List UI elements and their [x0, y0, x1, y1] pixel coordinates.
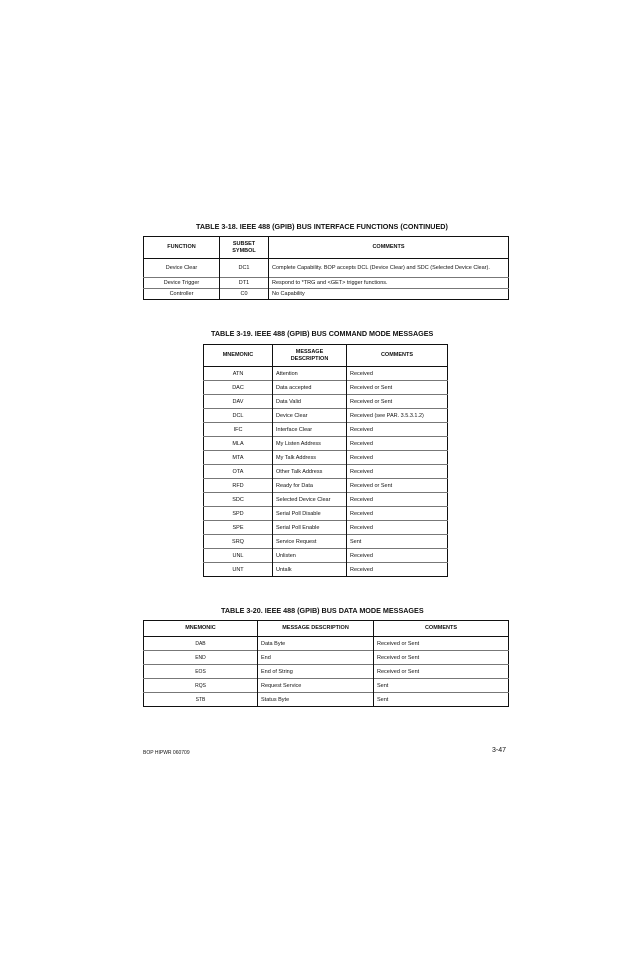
table-row	[204, 493, 448, 507]
table19-description-cell: Device Clear	[273, 409, 347, 423]
table-row	[144, 259, 509, 278]
table20-mnemonic-cell: END	[144, 651, 258, 665]
table18-function-cell: Device Clear	[165, 265, 198, 271]
table19-comments-cell: Received (see PAR. 3.5.3.1.2)	[347, 409, 448, 423]
table20-description-cell: Status Byte	[258, 693, 374, 707]
table19-mnemonic-cell: DAV	[204, 395, 273, 409]
table19-description-cell: Unlisten	[273, 549, 347, 563]
table-row	[204, 563, 448, 577]
table18-header-subset: SUBSET	[232, 240, 256, 247]
table20	[143, 620, 509, 707]
table18	[143, 236, 509, 300]
table19	[203, 344, 448, 577]
table19-mnemonic-cell: OTA	[204, 465, 273, 479]
table20-header-comments: COMMENTS	[374, 621, 509, 637]
table20-header-description: MESSAGE DESCRIPTION	[258, 621, 374, 637]
table20-mnemonic-cell: RQS	[144, 679, 258, 693]
table-row	[204, 479, 448, 493]
table19-mnemonic-cell: SPE	[204, 521, 273, 535]
table19-mnemonic-cell: MTA	[204, 451, 273, 465]
table18-symbol-cell: DC1	[220, 259, 269, 278]
table19-header-comments: COMMENTS	[347, 345, 448, 367]
table19-description-cell: Service Request	[273, 535, 347, 549]
table20-description-cell: End	[258, 651, 374, 665]
table19-comments-cell: Received or Sent	[347, 395, 448, 409]
table-row	[144, 637, 509, 651]
table-row	[204, 535, 448, 549]
table-row	[204, 465, 448, 479]
table19-comments-cell: Received or Sent	[347, 479, 448, 493]
table-row	[204, 409, 448, 423]
table-row	[204, 437, 448, 451]
table19-description-cell: My Talk Address	[273, 451, 347, 465]
table19-description-cell: Ready for Data	[273, 479, 347, 493]
table19-comments-cell: Received	[347, 367, 448, 381]
table20-comments-cell: Received or Sent	[374, 651, 509, 665]
table19-description-cell: Other Talk Address	[273, 465, 347, 479]
table-row	[144, 665, 509, 679]
table19-mnemonic-cell: SRQ	[204, 535, 273, 549]
table-row	[144, 679, 509, 693]
table19-description-cell: Untalk	[273, 563, 347, 577]
table19-mnemonic-cell: SDC	[204, 493, 273, 507]
table19-mnemonic-cell: DCL	[204, 409, 273, 423]
table18-function-cell: Device Trigger	[144, 278, 220, 289]
table19-comments-cell: Received	[347, 423, 448, 437]
table18-header-comments: COMMENTS	[269, 237, 509, 259]
table19-comments-cell: Received	[347, 451, 448, 465]
table19-header-description-word: DESCRIPTION	[290, 355, 329, 362]
table-row	[204, 521, 448, 535]
table20-comments-cell: Received or Sent	[374, 637, 509, 651]
table18-symbol-cell: C0	[220, 289, 269, 300]
table19-comments-cell: Received	[347, 437, 448, 451]
table20-mnemonic-cell: DAB	[195, 640, 206, 647]
table20-mnemonic-cell: STB	[144, 693, 258, 707]
table20-description-cell: End of String	[258, 665, 374, 679]
table19-description-cell: Selected Device Clear	[273, 493, 347, 507]
table19-comments-cell: Received	[347, 521, 448, 535]
table-row	[204, 367, 448, 381]
table-row	[204, 549, 448, 563]
table19-caption: TABLE 3-19. IEEE 488 (GPIB) BUS COMMAND MODE MESSAGES	[211, 329, 434, 338]
table19-mnemonic-cell: UNL	[204, 549, 273, 563]
table-row	[144, 651, 509, 665]
table-row	[144, 289, 509, 300]
table-row	[204, 395, 448, 409]
table18-comments-cell: Respond to *TRG and <GET> trigger functions.	[269, 278, 509, 289]
table20-description-cell: Data Byte	[258, 637, 374, 651]
table19-header-description	[273, 345, 347, 367]
table20-comments-cell: Sent	[374, 693, 509, 707]
table-row	[144, 693, 509, 707]
table19-mnemonic-cell: ATN	[232, 370, 244, 377]
table19-comments-cell: Received or Sent	[347, 381, 448, 395]
table-row	[204, 507, 448, 521]
table18-function-cell: Controller	[144, 289, 220, 300]
table18-symbol-cell: DT1	[220, 278, 269, 289]
table19-description-cell: Attention	[273, 367, 347, 381]
table20-header-mnemonic: MNEMONIC	[144, 621, 258, 637]
table19-header-message: MESSAGE	[295, 348, 324, 355]
table19-description-cell: Serial Poll Disable	[273, 507, 347, 521]
table19-description-cell: My Listen Address	[273, 437, 347, 451]
table20-mnemonic-cell: EOS	[144, 665, 258, 679]
page-number: 3-47	[492, 747, 507, 754]
table19-mnemonic-cell: DAC	[204, 381, 273, 395]
footer-doc-id: BOP HIPWR 060709	[143, 750, 190, 756]
table-row	[204, 381, 448, 395]
table19-comments-cell: Received	[347, 507, 448, 521]
table18-comments-cell: Complete Capability. BOP accepts DCL (Device Clear) and SDC (Selected Device Clear).	[269, 259, 509, 278]
table19-mnemonic-cell: SPD	[204, 507, 273, 521]
table-row	[204, 423, 448, 437]
table19-mnemonic-cell: MLA	[204, 437, 273, 451]
table-row	[204, 451, 448, 465]
table20-caption: TABLE 3-20. IEEE 488 (GPIB) BUS DATA MODE MESSAGES	[221, 606, 424, 615]
table19-description-cell: Data Valid	[273, 395, 347, 409]
table20-description-cell: Request Service	[258, 679, 374, 693]
table18-comments-cell: No Capability	[269, 289, 509, 300]
table20-comments-cell: Received or Sent	[374, 665, 509, 679]
table19-comments-cell: Received	[347, 493, 448, 507]
table18-header-symbol: SYMBOL	[232, 247, 256, 254]
table19-comments-cell: Received	[347, 549, 448, 563]
table19-mnemonic-cell: IFC	[204, 423, 273, 437]
table19-comments-cell: Sent	[347, 535, 448, 549]
table19-mnemonic-cell: UNT	[204, 563, 273, 577]
table19-mnemonic-cell: RFD	[204, 479, 273, 493]
table20-comments-cell: Sent	[374, 679, 509, 693]
table18-caption: TABLE 3-18. IEEE 488 (GPIB) BUS INTERFACE FUNCTIONS (CONTINUED)	[196, 222, 448, 231]
table19-description-cell: Interface Clear	[273, 423, 347, 437]
table19-description-cell: Serial Poll Enable	[273, 521, 347, 535]
table19-header-mnemonic: MNEMONIC	[204, 345, 273, 367]
table19-comments-cell: Received	[347, 465, 448, 479]
table18-header-subset-symbol	[220, 237, 269, 259]
table19-description-cell: Data accepted	[273, 381, 347, 395]
table-row	[144, 278, 509, 289]
table19-comments-cell: Received	[347, 563, 448, 577]
table18-header-function: FUNCTION	[144, 237, 220, 259]
